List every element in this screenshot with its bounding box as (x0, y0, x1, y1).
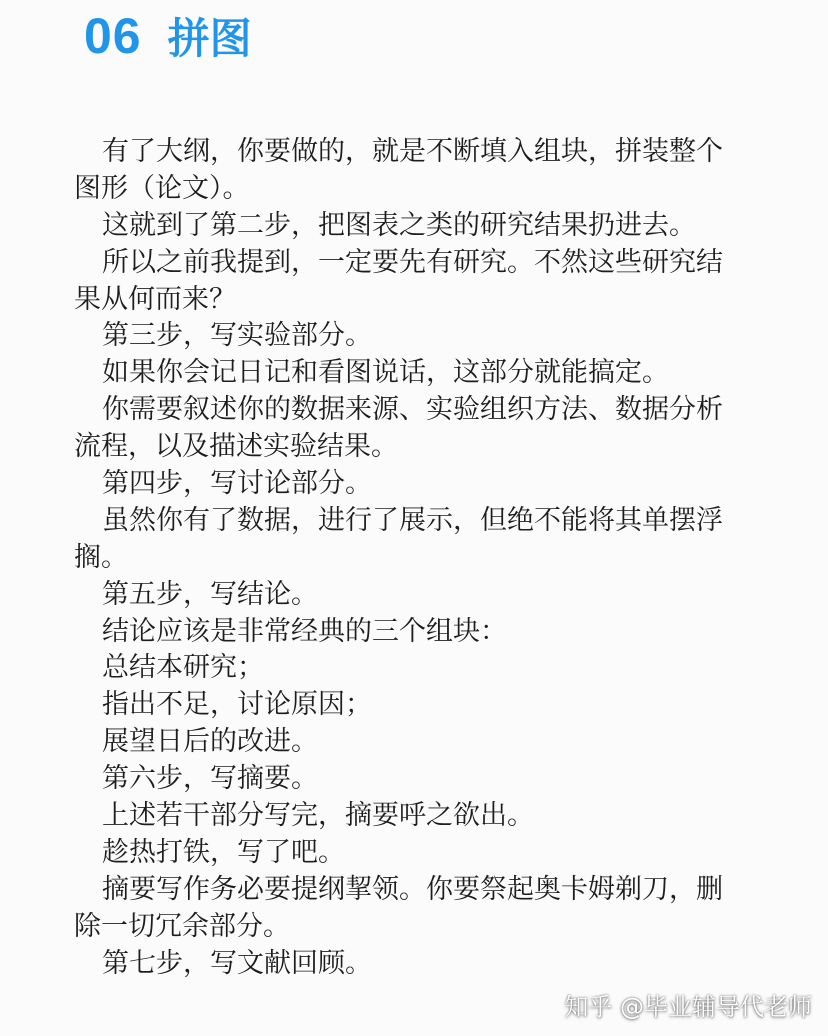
section-heading (84, 6, 252, 66)
article-body (74, 134, 764, 982)
text-line: 虽然你有了数据，进行了展示，但绝不能将其单摆浮 (102, 504, 723, 536)
text-line: 上述若干部分写完，摘要呼之欲出。 (102, 800, 534, 832)
text-line: 总结本研究； (102, 652, 264, 684)
text-line: 第六步，写摘要。 (102, 763, 318, 795)
section-number: 06 (84, 8, 142, 64)
text-line: 第三步，写实验部分。 (102, 320, 372, 352)
text-line: 你需要叙述你的数据来源、实验组织方法、数据分析 (102, 394, 723, 426)
text-line: 有了大纲，你要做的，就是不断填入组块，拼装整个 (102, 136, 723, 167)
text-line: 果从何而来？ (74, 283, 236, 315)
text-line: 流程，以及描述实验结果。 (74, 431, 398, 463)
section-title: 拼图 (167, 14, 252, 63)
zhihu-watermark: 知乎 @毕业辅导代老师 (564, 993, 812, 1021)
text-line: 第四步，写讨论部分。 (102, 468, 372, 500)
text-line: 结论应该是非常经典的三个组块： (102, 615, 507, 647)
text-line: 摘要写作务必要提纲挈领。你要祭起奥卡姆剃刀，删 (102, 873, 723, 905)
text-line: 展望日后的改进。 (102, 726, 318, 758)
text-line: 第七步，写文献回顾。 (102, 947, 372, 979)
text-line: 趁热打铁，写了吧。 (102, 836, 345, 868)
text-line: 除一切冗余部分。 (74, 910, 290, 942)
text-line: 如果你会记日记和看图说话，这部分就能搞定。 (102, 357, 669, 389)
text-line: 这就到了第二步，把图表之类的研究结果扔进去。 (102, 209, 696, 241)
text-line: 第五步，写结论。 (102, 578, 318, 610)
text-line: 图形（论文）。 (74, 172, 250, 204)
text-line: 所以之前我提到，一定要先有研究。不然这些研究结 (102, 246, 723, 278)
text-line: 指出不足，讨论原因； (102, 689, 372, 721)
text-line: 搁。 (74, 541, 128, 573)
